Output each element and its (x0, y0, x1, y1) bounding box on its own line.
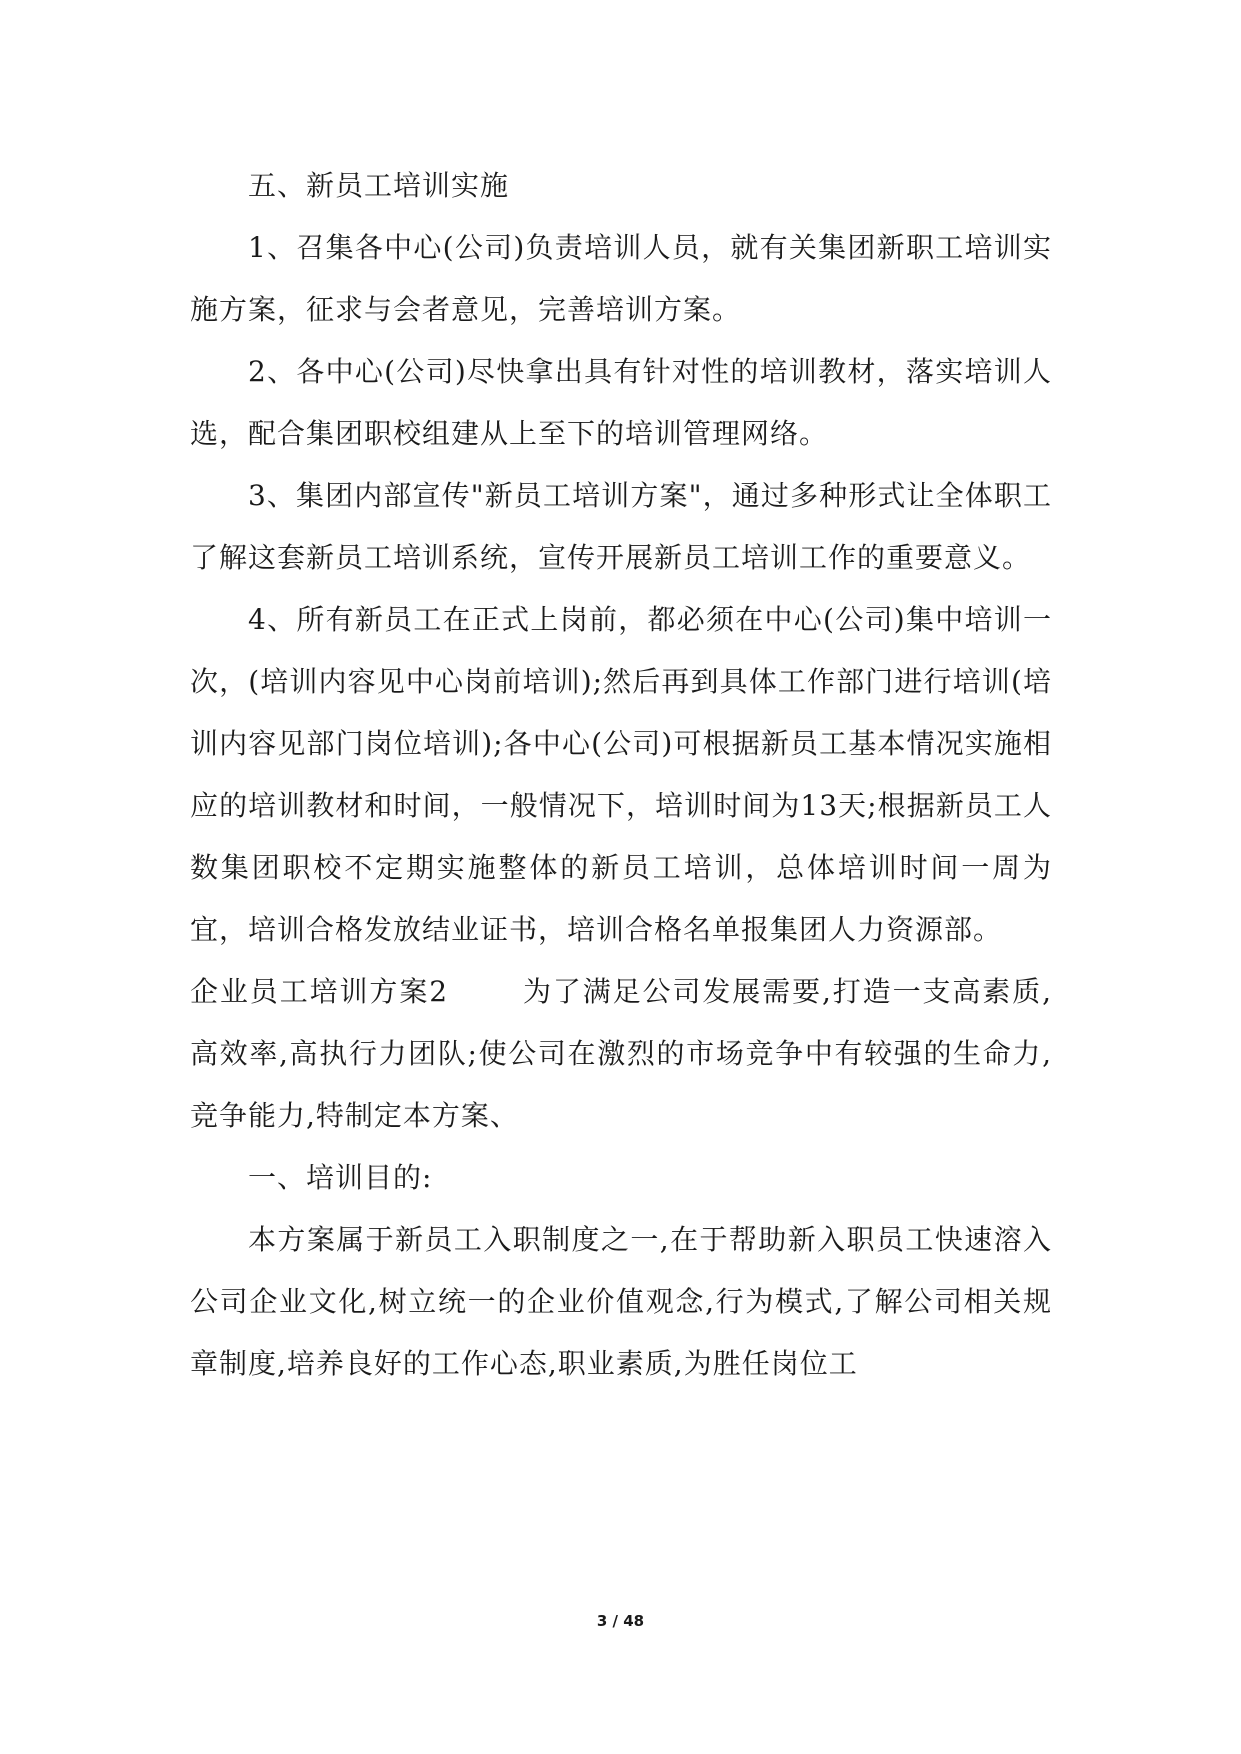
section-intro: 为了满足公司发展需要,打造一支高素质,高效率,高执行力团队;使公司在激烈的市场竞争中有较强的生命力,竞争能力,特制定本方案、 (190, 975, 1052, 1132)
heading-one: 一、培训目的: (248, 1161, 433, 1194)
paragraph-purpose: 本方案属于新员工入职制度之一,在于帮助新入职员工快速溶入公司企业文化,树立统一的企业价值观念,行为模式,了解公司相关规章制度,培养良好的工作心态,职业素质,为胜任岗位工 (190, 1223, 1052, 1380)
section-heading: 企业员工培训方案2 (190, 975, 449, 1008)
document-body (190, 155, 1052, 1395)
paragraph-item-2: 2、各中心(公司)尽快拿出具有针对性的培训教材，落实培训人选，配合集团职校组建从上至下的培训管理网络。 (190, 355, 1052, 450)
heading-five: 五、新员工培训实施 (248, 169, 510, 202)
paragraph-item-4: 4、所有新员工在正式上岗前，都必须在中心(公司)集中培训一次，(培训内容见中心岗前培训);然后再到具体工作部门进行培训(培训内容见部门岗位培训);各中心(公司)可根据新员工基本情况实施相应的培训教材和时间，一般情况下，培训时间为13天;根据新员工人数集团职校不定期实施整体的新员工培训，总体培训时间一周为宜，培训合格发放结业证书，培训合格名单报集团人力资源部。 (190, 603, 1052, 946)
section-intro-paragraph (190, 961, 1052, 1147)
paragraph-item-1: 1、召集各中心(公司)负责培训人员，就有关集团新职工培训实施方案，征求与会者意见，完善培训方案。 (190, 231, 1052, 326)
paragraph-item-3: 3、集团内部宣传"新员工培训方案"，通过多种形式让全体职工了解这套新员工培训系统，宣传开展新员工培训工作的重要意义。 (190, 479, 1052, 574)
page-number: 3 / 48 (596, 1612, 645, 1630)
